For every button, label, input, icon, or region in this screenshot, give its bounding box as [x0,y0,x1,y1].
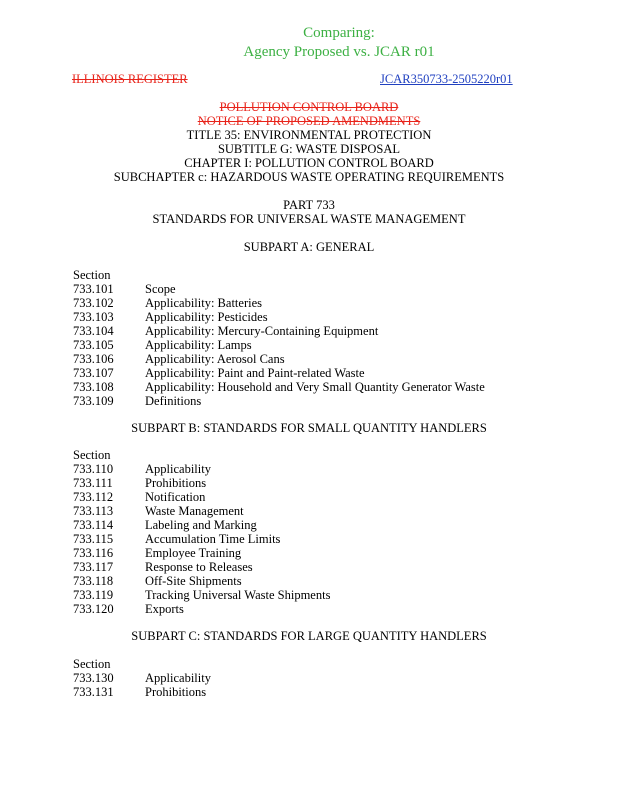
subpart-heading: SUBPART B: STANDARDS FOR SMALL QUANTITY HANDLERS [131,421,487,435]
section-row [73,560,253,574]
section-row [73,338,252,352]
section-title: Definitions [145,394,202,408]
comparison-subtitle: Agency Proposed vs. JCAR r01 [243,44,435,60]
section-title: Scope [145,282,176,296]
section-row [73,462,211,476]
section-row [73,310,268,324]
section-title: Prohibitions [145,476,207,490]
section-title: Applicability [145,462,211,476]
section-number: 733.103 [73,310,114,324]
section-number: 733.110 [73,462,114,476]
section-label: Section [73,448,111,462]
section-number: 733.114 [73,518,114,532]
subchapter-line: SUBCHAPTER c: HAZARDOUS WASTE OPERATING REQUIREMENTS [113,170,505,184]
section-title: Applicability: Lamps [145,338,252,352]
section-row [73,380,485,394]
section-row [73,685,206,699]
section-title: Applicability [145,671,211,685]
register-header: ILLINOIS REGISTER [72,72,188,86]
section-number: 733.113 [73,504,114,518]
section-number: 733.116 [73,546,114,560]
section-row [73,352,285,366]
section-row [73,394,201,408]
section-number: 733.109 [73,394,114,408]
section-row [73,504,244,518]
section-row [73,546,241,560]
struck-board-name: POLLUTION CONTROL BOARD [219,100,399,114]
subtitle-line: SUBTITLE G: WASTE DISPOSAL [217,142,401,156]
section-title: Off-Site Shipments [145,574,242,588]
section-row [73,324,378,338]
section-title: Prohibitions [145,685,207,699]
section-label: Section [73,268,111,282]
section-title: Employee Training [145,546,242,560]
section-label: Section [73,657,111,671]
part-title: STANDARDS FOR UNIVERSAL WASTE MANAGEMENT [152,212,466,226]
document-id-link[interactable]: JCAR350733-2505220r01 [380,72,513,86]
section-number: 733.106 [73,352,114,366]
section-number: 733.117 [73,560,114,574]
section-row [73,602,184,616]
section-number: 733.120 [73,602,114,616]
section-number: 733.102 [73,296,114,310]
section-number: 733.131 [73,685,114,699]
section-title: Exports [145,602,184,616]
section-number: 733.108 [73,380,114,394]
section-number: 733.105 [73,338,114,352]
section-row [73,366,365,380]
section-title: Applicability: Aerosol Cans [145,352,285,366]
section-title: Waste Management [145,504,244,518]
subpart-heading: SUBPART C: STANDARDS FOR LARGE QUANTITY HANDLERS [131,629,487,643]
section-row [73,574,242,588]
section-number: 733.118 [73,574,114,588]
part-number: PART 733 [283,198,335,212]
section-title: Labeling and Marking [145,518,257,532]
subpart-heading: SUBPART A: GENERAL [243,240,375,254]
section-title: Applicability: Pesticides [145,310,268,324]
section-title: Tracking Universal Waste Shipments [145,588,331,602]
section-title: Applicability: Mercury-Containing Equipment [145,324,379,338]
section-title: Accumulation Time Limits [145,532,281,546]
section-title: Response to Releases [145,560,253,574]
section-number: 733.112 [73,490,114,504]
section-row [73,518,257,532]
section-row [73,588,330,602]
section-row [73,532,280,546]
section-number: 733.107 [73,366,114,380]
section-row [73,490,205,504]
section-title: Applicability: Paint and Paint-related Waste [145,366,365,380]
section-number: 733.104 [73,324,114,338]
chapter-line: CHAPTER I: POLLUTION CONTROL BOARD [184,156,434,170]
section-title: Applicability: Household and Very Small Quantity Generator Waste [145,380,485,394]
title-line: TITLE 35: ENVIRONMENTAL PROTECTION [186,128,432,142]
section-row [73,476,206,490]
struck-notice: NOTICE OF PROPOSED AMENDMENTS [197,114,421,128]
section-number: 733.115 [73,532,114,546]
section-row [73,671,211,685]
section-number: 733.101 [73,282,114,296]
section-title: Applicability: Batteries [145,296,262,310]
section-row [73,282,176,296]
section-title: Notification [145,490,206,504]
comparison-title: Comparing: [303,25,375,41]
section-row [73,296,262,310]
section-number: 733.111 [73,476,113,490]
section-number: 733.130 [73,671,114,685]
section-number: 733.119 [73,588,114,602]
